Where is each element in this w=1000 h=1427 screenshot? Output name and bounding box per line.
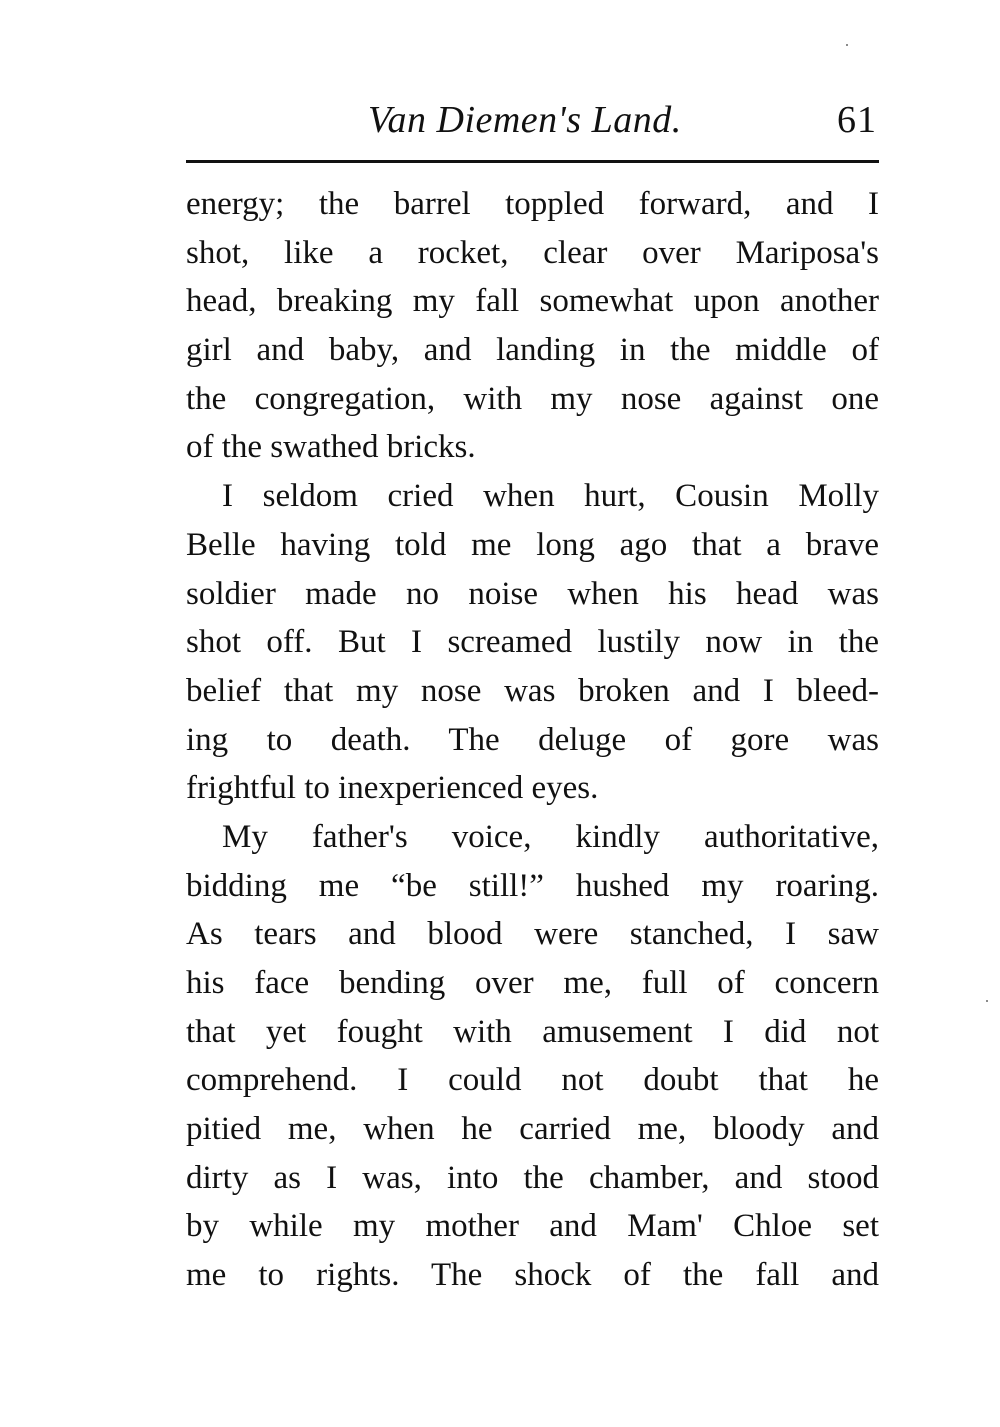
text-line: I seldom cried when hurt, Cousin Molly bbox=[222, 478, 879, 515]
paper-speck bbox=[846, 44, 848, 46]
text-line: frightful to inexperienced eyes. bbox=[186, 770, 599, 807]
text-line: belief that my nose was broken and I bleed- bbox=[186, 672, 879, 709]
text-line: his face bending over me, full of concern bbox=[186, 965, 879, 1001]
body-text bbox=[186, 180, 879, 1300]
text-line: My father's voice, kindly authoritative, bbox=[222, 818, 879, 855]
text-line: the congregation, with my nose against one bbox=[186, 380, 879, 417]
text-line: ing to death. The deluge of gore was bbox=[186, 721, 879, 758]
text-line: soldier made no noise when his head was bbox=[186, 575, 879, 612]
page-number: 61 bbox=[837, 99, 877, 141]
text-line: pitied me, when he carried me, bloody and bbox=[186, 1111, 879, 1148]
text-line: bidding me “be still!” hushed my roaring. bbox=[186, 867, 879, 904]
text-line: head, breaking my fall somewhat upon another bbox=[186, 283, 879, 320]
text-line: that yet fought with amusement I did not bbox=[186, 1013, 879, 1050]
text-line: me to rights. The shock of the fall and bbox=[186, 1257, 879, 1294]
running-head bbox=[186, 98, 879, 154]
running-title: Van Diemen's Land. bbox=[368, 99, 682, 141]
text-line: by while my mother and Mam' Chloe set bbox=[186, 1208, 879, 1245]
text-line: shot, like a rocket, clear over Mariposa's bbox=[186, 234, 879, 271]
text-line: Belle having told me long ago that a brave bbox=[186, 526, 879, 563]
paper-speck bbox=[986, 1000, 988, 1002]
text-line: comprehend. I could not doubt that he bbox=[186, 1062, 879, 1099]
text-line: girl and baby, and landing in the middle of bbox=[186, 332, 879, 369]
header-rule bbox=[186, 160, 879, 163]
text-line: of the swathed bricks. bbox=[186, 429, 476, 466]
text-line: shot off. But I screamed lustily now in the bbox=[186, 624, 879, 661]
text-line: As tears and blood were stanched, I saw bbox=[186, 916, 879, 953]
text-line: dirty as I was, into the chamber, and stood bbox=[186, 1159, 879, 1196]
text-line: energy; the barrel toppled forward, and I bbox=[186, 186, 879, 222]
